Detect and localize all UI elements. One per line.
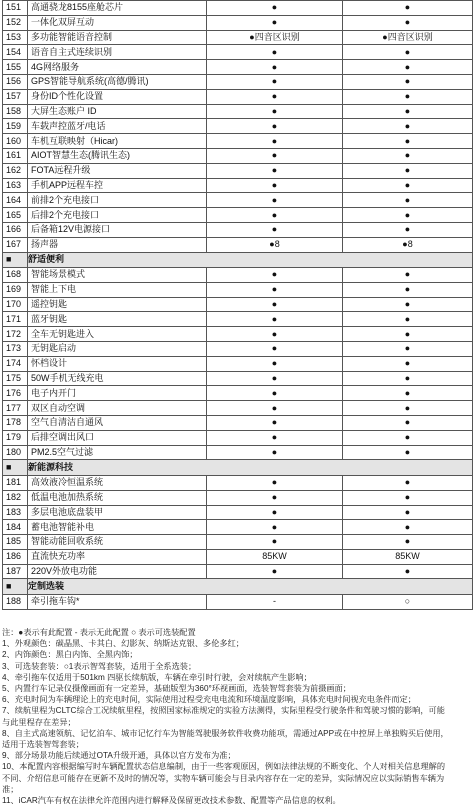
variant-b-value: ● bbox=[343, 386, 473, 401]
table-row bbox=[3, 564, 473, 579]
feature-name: AIOT智慧生态(腾讯生态) bbox=[28, 148, 207, 163]
feature-name: 牵引拖车钩* bbox=[28, 594, 207, 609]
feature-name: 智能场景模式 bbox=[28, 268, 207, 283]
row-number: 163 bbox=[3, 178, 28, 193]
section-title: 舒适便利 bbox=[28, 252, 473, 268]
variant-a-value: 85KW bbox=[207, 549, 343, 564]
variant-a-value: ● bbox=[207, 134, 343, 149]
variant-a-value: ● bbox=[207, 119, 343, 134]
feature-name: 智能上下电 bbox=[28, 282, 207, 297]
variant-a-value: ● bbox=[207, 416, 343, 431]
variant-a-value: ● bbox=[207, 445, 343, 460]
variant-a-value: ● bbox=[207, 178, 343, 193]
feature-name: 双区自动空调 bbox=[28, 401, 207, 416]
variant-b-value: ● bbox=[343, 60, 473, 75]
feature-name: 前排2个充电接口 bbox=[28, 193, 207, 208]
row-number: 174 bbox=[3, 356, 28, 371]
feature-name: 怀档设计 bbox=[28, 356, 207, 371]
table-row bbox=[3, 401, 473, 416]
table-row bbox=[3, 268, 473, 283]
table-row bbox=[3, 594, 473, 609]
variant-b-value: ○ bbox=[343, 594, 473, 609]
row-number: 180 bbox=[3, 445, 28, 460]
row-number: 162 bbox=[3, 163, 28, 178]
row-number: 171 bbox=[3, 312, 28, 327]
feature-name: 蓝牙钥匙 bbox=[28, 312, 207, 327]
row-number: 155 bbox=[3, 60, 28, 75]
row-number: 158 bbox=[3, 104, 28, 119]
variant-b-value: ● bbox=[343, 163, 473, 178]
variant-b-value: ● bbox=[343, 74, 473, 89]
row-number: 157 bbox=[3, 89, 28, 104]
table-row bbox=[3, 356, 473, 371]
section-header-row bbox=[3, 460, 473, 476]
note-line: 5、内置行车记录仪摄像画面有一定差异，基础版型为360°环视画面，选装智驾套装为前摄画面； bbox=[2, 684, 351, 694]
variant-b-value: ● bbox=[343, 356, 473, 371]
row-number: 184 bbox=[3, 520, 28, 535]
variant-b-value: ● bbox=[343, 222, 473, 237]
variant-a-value: ● bbox=[207, 505, 343, 520]
note-line: 3、可选装套装：○1表示智驾套装，适用于全系选装； bbox=[2, 661, 197, 671]
row-number: 173 bbox=[3, 342, 28, 357]
table-row bbox=[3, 520, 473, 535]
variant-a-value: ● bbox=[207, 564, 343, 579]
note-line: 1、外观颜色：碳晶黑、卡其白、幻影灰、纳斯达克银、多伦多红； bbox=[2, 639, 244, 649]
row-number: 177 bbox=[3, 401, 28, 416]
section-marker: ■ bbox=[3, 579, 28, 595]
feature-name: 4G网络服务 bbox=[28, 60, 207, 75]
table-row bbox=[3, 505, 473, 520]
section-header-row bbox=[3, 579, 473, 595]
notes-block bbox=[2, 627, 472, 806]
feature-name: 无钥匙启动 bbox=[28, 342, 207, 357]
note-line: 与此里程存在差异； bbox=[2, 717, 76, 727]
variant-a-value: ● bbox=[207, 148, 343, 163]
table-row bbox=[3, 327, 473, 342]
feature-name: 语音自主式连续识别 bbox=[28, 45, 207, 60]
row-number: 160 bbox=[3, 134, 28, 149]
note-line: 适用于选装智驾套装； bbox=[2, 740, 84, 750]
variant-a-value: ● bbox=[207, 327, 343, 342]
variant-a-value: ● bbox=[207, 74, 343, 89]
variant-a-value: ● bbox=[207, 386, 343, 401]
table-row bbox=[3, 297, 473, 312]
note-line: 8、自主式高速领航、记忆泊车、城市记忆行车为智能驾驶服务软件收费功能项，需通过APP或在中控屏上单独购买后使用， bbox=[2, 728, 449, 738]
feature-name: 全车无钥匙进入 bbox=[28, 327, 207, 342]
table-row bbox=[3, 74, 473, 89]
section-marker: ■ bbox=[3, 252, 28, 268]
feature-name: 直流快充功率 bbox=[28, 549, 207, 564]
variant-b-value: ● bbox=[343, 178, 473, 193]
table-row bbox=[3, 445, 473, 460]
table-row bbox=[3, 104, 473, 119]
variant-b-value: ● bbox=[343, 268, 473, 283]
variant-b-value: ● bbox=[343, 193, 473, 208]
variant-b-value: ● bbox=[343, 505, 473, 520]
row-number: 182 bbox=[3, 490, 28, 505]
section-title: 新能源科技 bbox=[28, 460, 473, 476]
variant-b-value: ● bbox=[343, 342, 473, 357]
table-row bbox=[3, 342, 473, 357]
variant-b-value: ● bbox=[343, 45, 473, 60]
row-number: 186 bbox=[3, 549, 28, 564]
variant-b-value: ● bbox=[343, 564, 473, 579]
table-row bbox=[3, 237, 473, 252]
feature-name: 蓄电池智能补电 bbox=[28, 520, 207, 535]
variant-b-value: ● bbox=[343, 312, 473, 327]
table-row bbox=[3, 178, 473, 193]
feature-name: 手机APP远程车控 bbox=[28, 178, 207, 193]
note-line: 6、充电时间为车辆理论上的充电时间，实际使用过程受充电电流和环境温度影响，具体充电时间视充电条件而定； bbox=[2, 695, 416, 705]
feature-name: 高通骁龙8155座舱芯片 bbox=[28, 1, 207, 16]
variant-b-value: ● bbox=[343, 104, 473, 119]
table-row bbox=[3, 222, 473, 237]
variant-a-value: ● bbox=[207, 45, 343, 60]
feature-name: 高效液冷恒温系统 bbox=[28, 475, 207, 490]
variant-a-value: ● bbox=[207, 222, 343, 237]
table-row bbox=[3, 30, 473, 45]
variant-b-value: ● bbox=[343, 445, 473, 460]
variant-a-value: ● bbox=[207, 535, 343, 550]
row-number: 181 bbox=[3, 475, 28, 490]
table-row bbox=[3, 386, 473, 401]
table-row bbox=[3, 371, 473, 386]
feature-name: 一体化双屏互动 bbox=[28, 15, 207, 30]
feature-name: 后排2个充电接口 bbox=[28, 208, 207, 223]
variant-b-value: ● bbox=[343, 297, 473, 312]
variant-a-value: ● bbox=[207, 342, 343, 357]
row-number: 164 bbox=[3, 193, 28, 208]
variant-a-value: ●四音区识别 bbox=[207, 30, 343, 45]
table-row bbox=[3, 15, 473, 30]
row-number: 152 bbox=[3, 15, 28, 30]
variant-b-value: ● bbox=[343, 134, 473, 149]
table-row bbox=[3, 134, 473, 149]
variant-a-value: ●8 bbox=[207, 237, 343, 252]
row-number: 153 bbox=[3, 30, 28, 45]
variant-a-value: ● bbox=[207, 520, 343, 535]
variant-b-value: ● bbox=[343, 535, 473, 550]
table-row bbox=[3, 208, 473, 223]
variant-a-value: - bbox=[207, 594, 343, 609]
variant-b-value: ● bbox=[343, 430, 473, 445]
variant-a-value: ● bbox=[207, 163, 343, 178]
row-number: 165 bbox=[3, 208, 28, 223]
variant-a-value: ● bbox=[207, 89, 343, 104]
variant-b-value: ● bbox=[343, 208, 473, 223]
variant-b-value: ● bbox=[343, 89, 473, 104]
variant-b-value: ● bbox=[343, 327, 473, 342]
variant-a-value: ● bbox=[207, 268, 343, 283]
note-line: 9、部分场景功能后续通过OTA升级开通，具体以官方发布为准； bbox=[2, 751, 236, 761]
row-number: 170 bbox=[3, 297, 28, 312]
variant-a-value: ● bbox=[207, 15, 343, 30]
row-number: 154 bbox=[3, 45, 28, 60]
feature-name: 多功能智能语音控制 bbox=[28, 30, 207, 45]
section-marker: ■ bbox=[3, 460, 28, 476]
table-row bbox=[3, 282, 473, 297]
variant-a-value: ● bbox=[207, 297, 343, 312]
variant-b-value: ● bbox=[343, 416, 473, 431]
feature-name: FOTA远程升级 bbox=[28, 163, 207, 178]
variant-a-value: ● bbox=[207, 60, 343, 75]
row-number: 159 bbox=[3, 119, 28, 134]
variant-a-value: ● bbox=[207, 1, 343, 16]
table-row bbox=[3, 89, 473, 104]
table-row bbox=[3, 416, 473, 431]
variant-a-value: ● bbox=[207, 282, 343, 297]
feature-name: 电子内开门 bbox=[28, 386, 207, 401]
table-row bbox=[3, 430, 473, 445]
row-number: 166 bbox=[3, 222, 28, 237]
note-line: 准； bbox=[2, 784, 19, 794]
variant-b-value: ● bbox=[343, 401, 473, 416]
feature-name: 50W手机无线充电 bbox=[28, 371, 207, 386]
variant-b-value: ● bbox=[343, 1, 473, 16]
variant-a-value: ● bbox=[207, 401, 343, 416]
feature-name: 220V外放电功能 bbox=[28, 564, 207, 579]
variant-a-value: ● bbox=[207, 208, 343, 223]
table-row bbox=[3, 148, 473, 163]
feature-name: 遥控钥匙 bbox=[28, 297, 207, 312]
note-line: 11、iCAR汽车有权在法律允许范围内进行解释及保留更改技术参数、配置等产品信息的权利。 bbox=[2, 796, 341, 806]
feature-name: 后备箱12V电源接口 bbox=[28, 222, 207, 237]
table-row bbox=[3, 193, 473, 208]
note-line: 10、本配置内容根据编写时车辆配置状态信息编制，由于一些客观原因，例如法律法规的不断变化、个人对相关信息理解的 bbox=[2, 762, 446, 772]
section-header-row bbox=[3, 252, 473, 268]
variant-a-value: ● bbox=[207, 490, 343, 505]
row-number: 176 bbox=[3, 386, 28, 401]
variant-b-value: ●四音区识别 bbox=[343, 30, 473, 45]
feature-name: 身份ID个性化设置 bbox=[28, 89, 207, 104]
note-line: 不同、介绍信息可能存在更新不及时的情况等，实物车辆可能会与目录内容存在一定的差异，实际情况应以实际销售车辆为 bbox=[2, 773, 445, 783]
row-number: 188 bbox=[3, 594, 28, 609]
variant-a-value: ● bbox=[207, 104, 343, 119]
table-row bbox=[3, 60, 473, 75]
variant-b-value: ● bbox=[343, 371, 473, 386]
row-number: 187 bbox=[3, 564, 28, 579]
row-number: 169 bbox=[3, 282, 28, 297]
variant-b-value: ● bbox=[343, 475, 473, 490]
variant-b-value: ● bbox=[343, 490, 473, 505]
row-number: 167 bbox=[3, 237, 28, 252]
note-line: 2、内饰颜色：黑白内饰、全黑内饰； bbox=[2, 650, 138, 660]
table-row bbox=[3, 45, 473, 60]
table-row bbox=[3, 535, 473, 550]
table-row bbox=[3, 490, 473, 505]
variant-b-value: ● bbox=[343, 15, 473, 30]
row-number: 185 bbox=[3, 535, 28, 550]
note-line: 注：●表示有此配置 - 表示无此配置 ○ 表示可选装配置 bbox=[2, 628, 196, 637]
feature-name: 扬声器 bbox=[28, 237, 207, 252]
note-line: 4、牵引拖车仅适用于501km 四驱长续航版，车辆在牵引时行驶，会对续航产生影响； bbox=[2, 672, 312, 682]
feature-name: 车载声控蓝牙/电话 bbox=[28, 119, 207, 134]
note-line: 7、续航里程为CLTC综合工况续航里程，按照国家标准规定的实验方法测得，实际里程受行驶条件和驾驶习惯的影响，可能 bbox=[2, 706, 445, 716]
variant-b-value: 85KW bbox=[343, 549, 473, 564]
feature-name: 空气自清洁自通风 bbox=[28, 416, 207, 431]
row-number: 175 bbox=[3, 371, 28, 386]
config-table-container bbox=[2, 0, 473, 610]
variant-a-value: ● bbox=[207, 356, 343, 371]
row-number: 151 bbox=[3, 1, 28, 16]
variant-a-value: ● bbox=[207, 430, 343, 445]
feature-name: 车机互联映射（Hicar) bbox=[28, 134, 207, 149]
variant-b-value: ● bbox=[343, 148, 473, 163]
row-number: 179 bbox=[3, 430, 28, 445]
table-row bbox=[3, 1, 473, 16]
table-row bbox=[3, 312, 473, 327]
feature-name: 多层电池底盘装甲 bbox=[28, 505, 207, 520]
feature-name: GPS智能导航系统(高德/腾讯) bbox=[28, 74, 207, 89]
row-number: 161 bbox=[3, 148, 28, 163]
row-number: 156 bbox=[3, 74, 28, 89]
variant-a-value: ● bbox=[207, 371, 343, 386]
row-number: 168 bbox=[3, 268, 28, 283]
variant-b-value: ● bbox=[343, 119, 473, 134]
variant-a-value: ● bbox=[207, 475, 343, 490]
row-number: 183 bbox=[3, 505, 28, 520]
variant-a-value: ● bbox=[207, 193, 343, 208]
feature-name: PM2.5空气过滤 bbox=[28, 445, 207, 460]
variant-b-value: ●8 bbox=[343, 237, 473, 252]
variant-a-value: ● bbox=[207, 312, 343, 327]
row-number: 172 bbox=[3, 327, 28, 342]
variant-b-value: ● bbox=[343, 520, 473, 535]
config-table bbox=[2, 0, 473, 610]
feature-name: 智能动能回收系统 bbox=[28, 535, 207, 550]
table-row bbox=[3, 475, 473, 490]
feature-name: 低温电池加热系统 bbox=[28, 490, 207, 505]
row-number: 178 bbox=[3, 416, 28, 431]
feature-name: 后排空调出风口 bbox=[28, 430, 207, 445]
section-title: 定制选装 bbox=[28, 579, 473, 595]
table-row bbox=[3, 549, 473, 564]
table-row bbox=[3, 163, 473, 178]
variant-b-value: ● bbox=[343, 282, 473, 297]
table-row bbox=[3, 119, 473, 134]
feature-name: 大屏生态账户 ID bbox=[28, 104, 207, 119]
